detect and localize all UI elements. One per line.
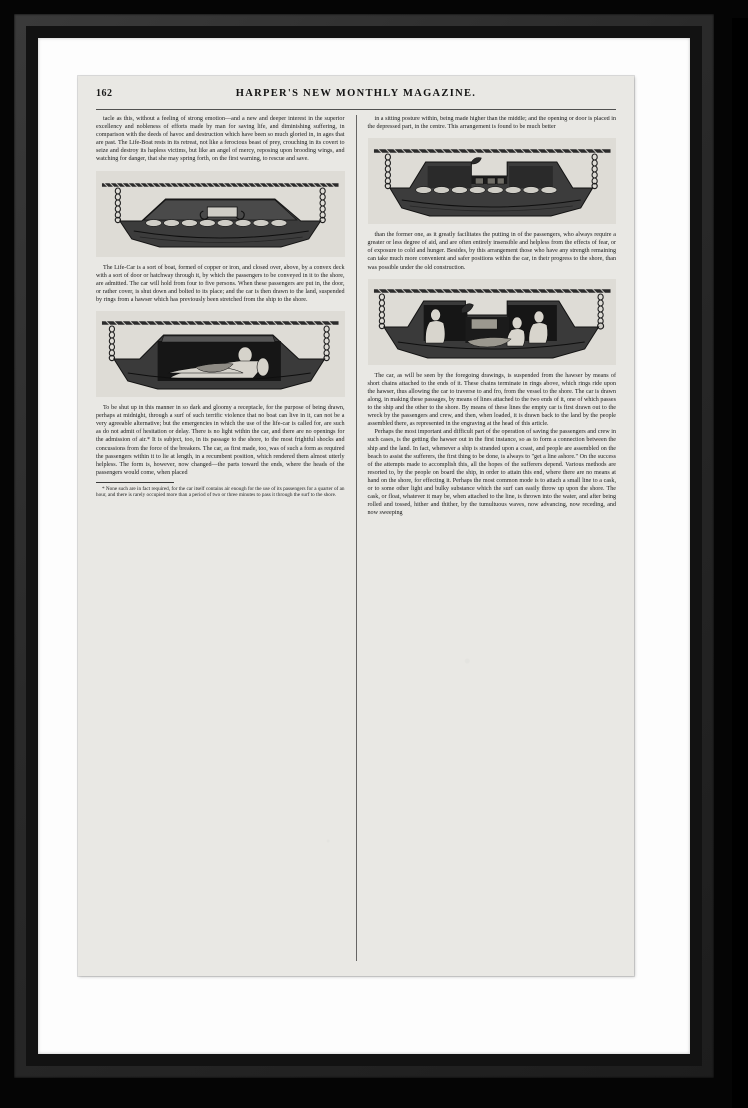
paragraph: Perhaps the most important and difficult part of the operation of saving the passengers and crew in such cases, is the getting the hawser out in the first instance, so as to form a connection between the ship and the land. In fact, whenever a ship is stranded upon a coast, and people are assembled on the beach to assist the sufferers, the first thing to be done, is always to "get a line ashore." On the success of the attempts made to accomplish this, all the hopes of the sufferers depend. Various methods are resorted to, by the people on board the ship, in order to attain this end, where there are no means at hand on the shore, for effecting it. Perhaps the most common mode is to attach a small line to a cask, or to some other light and bulky substance which the surf can easily throw up upon the shore. The cask, or float, whatever it may be, when attached to the line, is thrown into the water, and after being rolled and tossed, hither and thither, by the tumultuous waves, now advancing, now receding, and now sweeping bbox=[367, 429, 616, 517]
figure-life-car-recumbent-passengers bbox=[96, 311, 345, 397]
paragraph: The Life-Car is a sort of boat, formed of copper or iron, and closed over, above, by a convex deck with a sort of door or hatchway through it, by which the passengers to be conveyed in it to the shore, are admitted. The car will hold from four to five persons. When these passengers are put in, the door, or rather cover, is shut down and bolted to its place; and the car is then drawn to the land, suspended by rings from a hawser which has previously been stretched from the ship to the shore. bbox=[96, 264, 345, 303]
two-column-body bbox=[96, 115, 616, 961]
paragraph: in a sitting posture within, being made higher than the middle; and the opening or door is placed in the depressed part, in the centre. This arrangement is found to be much better bbox=[367, 116, 616, 131]
left-column bbox=[96, 115, 354, 961]
figure-life-car-new-construction bbox=[368, 138, 617, 224]
paragraph: than the former one, as it greatly facilitates the putting in of the passengers, who always require a greater or less degree of aid, and are often entirely insensible and helpless from the effects of fear, or of exposure to cold and hunger. Besides, by this arrangement those who have any strength remaining can take much more convenient and safer positions within the car, in their progress to the shore, than was possible under the old construction. bbox=[367, 232, 616, 271]
footnote-rule bbox=[96, 482, 174, 483]
header-rule bbox=[96, 109, 616, 110]
page-header bbox=[96, 88, 616, 106]
paragraph: tacle as this, without a feeling of strong emotion—and a new and deeper interest in the superior excellency and nobleness of efforts made by man for saving life, and diminishing suffering, in comparison with the deeds of havoc and destruction which have been so much gloried in, in ages that are past. The Life-Boat rests in its retreat, not like a ferocious beast of prey, crouching in its covert to seize and destroy its hapless victims, but like an angel of mercy, reposing upon brooding wings, and watching for danger, that she may spring forth, on the first warning, to rescue and save. bbox=[96, 116, 345, 163]
folio-number: 162 bbox=[96, 88, 113, 99]
right-column bbox=[359, 115, 617, 961]
paragraph: The car, as will be seen by the foregoing drawings, is suspended from the hawser by means of short chains attached to the ends of it. These chains terminate in rings above, which rings ride upon the hawser, thus allowing the car to traverse to and fro, from the vessel to the shore. The car is drawn along, in making these passages, by means of lines attached to the two ends of it, one of which passes to the ship and the other to the shore. By means of these lines the empty car is first drawn out to the wreck by the passengers and crew, and then, when loaded, it is drawn back to the land by the people assembled there, as represented in the engraving at the head of this article. bbox=[367, 372, 616, 428]
column-divider bbox=[356, 115, 357, 961]
figure-life-car-seated-passengers bbox=[368, 279, 617, 365]
scanned-magazine-page bbox=[78, 76, 634, 976]
footnote: * None such are in fact required, for the car itself contains air enough for the use of its passengers for a quarter of an hour, and there is rarely occupied more than a period of two or three minutes to pass it through the surf to the shore. bbox=[96, 485, 345, 499]
running-head: HARPER'S NEW MONTHLY MAGAZINE. bbox=[235, 88, 477, 99]
frame-drop-shadow bbox=[732, 18, 748, 1108]
paragraph: To be shut up in this manner in so dark and gloomy a receptacle, for the purpose of being drawn, perhaps at midnight, through a surf of such terrific violence that no boat can live in it, can not be a very agreeable alternative; but the emergencies in which the use of the life-car is called for, are such as do not admit of hesitation or delay. There is no light within the car, and there are no openings for the admission of air.* It is subject, too, in its passage to the shore, to the most frightful shocks and concussions from the force of the breakers. The car, as first made, too, was of such a form as required the passengers within it to lie at length, in a recumbent position, which rendered them almost utterly helpless. The form is, however, now changed—the parts toward the ends, where the heads of the passengers would come, when placed bbox=[96, 405, 345, 476]
figure-life-car-side-view-empty bbox=[96, 171, 345, 257]
